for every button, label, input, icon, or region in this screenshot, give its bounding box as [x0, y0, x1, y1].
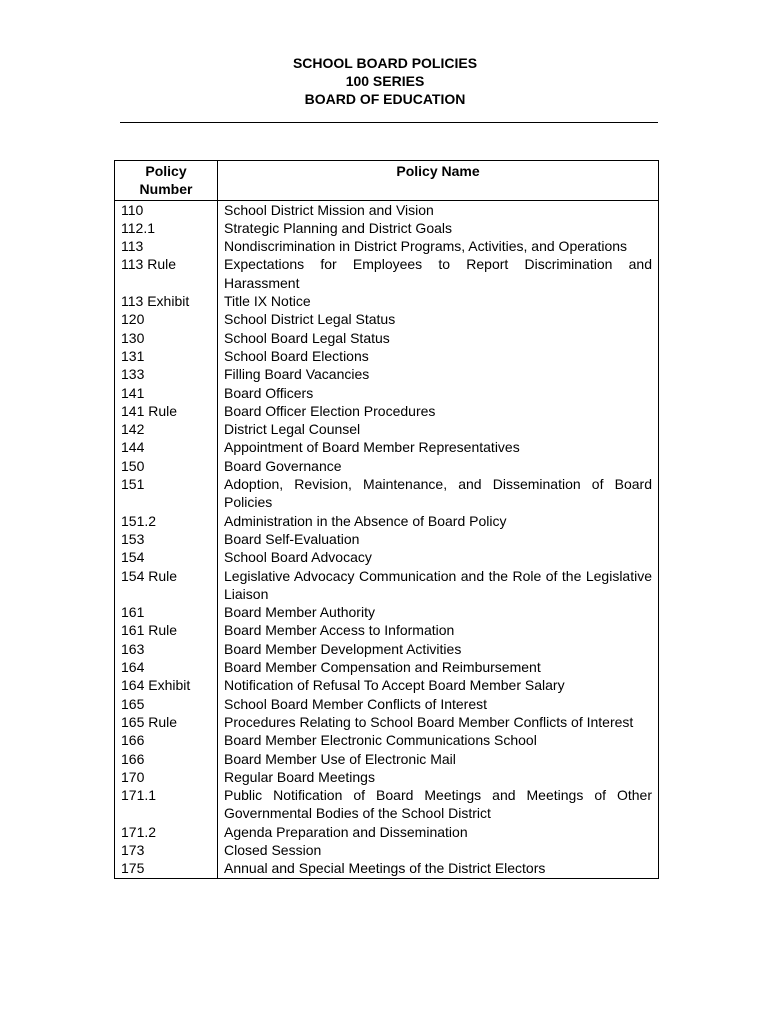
policy-table — [114, 160, 659, 879]
document-title: SCHOOL BOARD POLICIES — [292, 55, 478, 71]
policy-number-cell: 154 Rule — [115, 567, 218, 604]
policy-number-cell: 151 — [115, 475, 218, 512]
policy-name-cell: Legislative Advocacy Communication and the Role of the Legislative Liaison — [218, 567, 659, 604]
policy-name-cell: Board Member Authority — [218, 603, 659, 621]
policy-number-cell: 113 — [115, 237, 218, 255]
table-row — [115, 640, 659, 658]
table-row — [115, 475, 659, 512]
table-row — [115, 200, 659, 219]
policy-number-cell: 131 — [115, 347, 218, 365]
table-row — [115, 384, 659, 402]
table-row — [115, 750, 659, 768]
policy-number-cell: 166 — [115, 750, 218, 768]
policy-name-cell: School District Legal Status — [218, 310, 659, 328]
policy-name-cell: Procedures Relating to School Board Member Conflicts of Interest — [218, 713, 659, 731]
document-header — [0, 54, 770, 108]
policy-name-cell: Board Member Use of Electronic Mail — [218, 750, 659, 768]
policy-number-cell: 164 — [115, 658, 218, 676]
policy-name-cell: Title IX Notice — [218, 292, 659, 310]
policy-number-cell: 165 — [115, 695, 218, 713]
table-row — [115, 859, 659, 878]
column-header-policy-number: Policy Number — [115, 161, 218, 201]
policy-name-cell: Notification of Refusal To Accept Board Member Salary — [218, 676, 659, 694]
table-row — [115, 841, 659, 859]
table-row — [115, 457, 659, 475]
policy-number-cell: 175 — [115, 859, 218, 878]
policy-number-cell: 120 — [115, 310, 218, 328]
policy-number-cell: 142 — [115, 420, 218, 438]
policy-name-cell: Board Member Electronic Communications School — [218, 731, 659, 749]
policy-name-cell: Board Member Compensation and Reimbursement — [218, 658, 659, 676]
policy-number-cell: 161 — [115, 603, 218, 621]
table-row — [115, 603, 659, 621]
table-row — [115, 621, 659, 639]
policy-name-cell: School Board Member Conflicts of Interest — [218, 695, 659, 713]
policy-name-cell: Nondiscrimination in District Programs, Activities, and Operations — [218, 237, 659, 255]
policy-name-cell: Board Officer Election Procedures — [218, 402, 659, 420]
policy-name-cell: Appointment of Board Member Representatives — [218, 438, 659, 456]
policy-number-cell: 154 — [115, 548, 218, 566]
policy-number-cell: 163 — [115, 640, 218, 658]
policy-name-cell: Board Governance — [218, 457, 659, 475]
table-row — [115, 731, 659, 749]
policy-name-cell: School Board Advocacy — [218, 548, 659, 566]
policy-number-cell: 141 Rule — [115, 402, 218, 420]
table-row — [115, 365, 659, 383]
policy-number-cell: 113 Exhibit — [115, 292, 218, 310]
table-row — [115, 786, 659, 823]
policy-number-cell: 173 — [115, 841, 218, 859]
table-row — [115, 438, 659, 456]
policy-name-cell: Regular Board Meetings — [218, 768, 659, 786]
policy-number-cell: 141 — [115, 384, 218, 402]
policy-name-cell: Board Self-Evaluation — [218, 530, 659, 548]
table-row — [115, 823, 659, 841]
table-row — [115, 402, 659, 420]
policy-name-cell: Administration in the Absence of Board Policy — [218, 512, 659, 530]
policy-name-cell: Board Member Development Activities — [218, 640, 659, 658]
table-header-row — [115, 161, 659, 201]
table-row — [115, 347, 659, 365]
table-row — [115, 292, 659, 310]
table-row — [115, 768, 659, 786]
policy-table-body — [115, 200, 659, 878]
policy-name-cell: Public Notification of Board Meetings and Meetings of Other Governmental Bodies of the School District — [218, 786, 659, 823]
table-row — [115, 567, 659, 604]
policy-number-cell: 166 — [115, 731, 218, 749]
table-row — [115, 310, 659, 328]
policy-number-cell: 161 Rule — [115, 621, 218, 639]
policy-name-cell: Filling Board Vacancies — [218, 365, 659, 383]
policy-number-cell: 165 Rule — [115, 713, 218, 731]
policy-number-cell: 150 — [115, 457, 218, 475]
table-row — [115, 219, 659, 237]
policy-name-cell: School Board Legal Status — [218, 329, 659, 347]
column-header-policy-name: Policy Name — [218, 161, 659, 201]
policy-name-cell: Closed Session — [218, 841, 659, 859]
policy-number-cell: 112.1 — [115, 219, 218, 237]
policy-number-cell: 110 — [115, 200, 218, 219]
policy-name-cell: Expectations for Employees to Report Discrimination and Harassment — [218, 255, 659, 292]
table-row — [115, 676, 659, 694]
policy-name-cell: Strategic Planning and District Goals — [218, 219, 659, 237]
section-subtitle: BOARD OF EDUCATION — [304, 91, 466, 107]
table-row — [115, 658, 659, 676]
table-row — [115, 420, 659, 438]
series-subtitle: 100 SERIES — [345, 73, 425, 89]
policy-number-cell: 164 Exhibit — [115, 676, 218, 694]
policy-name-cell: Adoption, Revision, Maintenance, and Dissemination of Board Policies — [218, 475, 659, 512]
policy-number-cell: 151.2 — [115, 512, 218, 530]
table-row — [115, 695, 659, 713]
policy-number-cell: 144 — [115, 438, 218, 456]
policy-number-cell: 153 — [115, 530, 218, 548]
policy-number-cell: 113 Rule — [115, 255, 218, 292]
policy-name-cell: School Board Elections — [218, 347, 659, 365]
policy-name-cell: Annual and Special Meetings of the District Electors — [218, 859, 659, 878]
table-row — [115, 329, 659, 347]
policy-name-cell: Board Officers — [218, 384, 659, 402]
table-row — [115, 713, 659, 731]
policy-number-cell: 171.2 — [115, 823, 218, 841]
header-divider — [120, 122, 658, 123]
table-row — [115, 512, 659, 530]
policy-name-cell: Board Member Access to Information — [218, 621, 659, 639]
policy-number-cell: 130 — [115, 329, 218, 347]
policy-number-cell: 171.1 — [115, 786, 218, 823]
table-row — [115, 255, 659, 292]
table-row — [115, 237, 659, 255]
table-row — [115, 530, 659, 548]
policy-name-cell: District Legal Counsel — [218, 420, 659, 438]
table-row — [115, 548, 659, 566]
policy-number-cell: 133 — [115, 365, 218, 383]
policy-name-cell: Agenda Preparation and Dissemination — [218, 823, 659, 841]
policy-number-cell: 170 — [115, 768, 218, 786]
policy-name-cell: School District Mission and Vision — [218, 200, 659, 219]
